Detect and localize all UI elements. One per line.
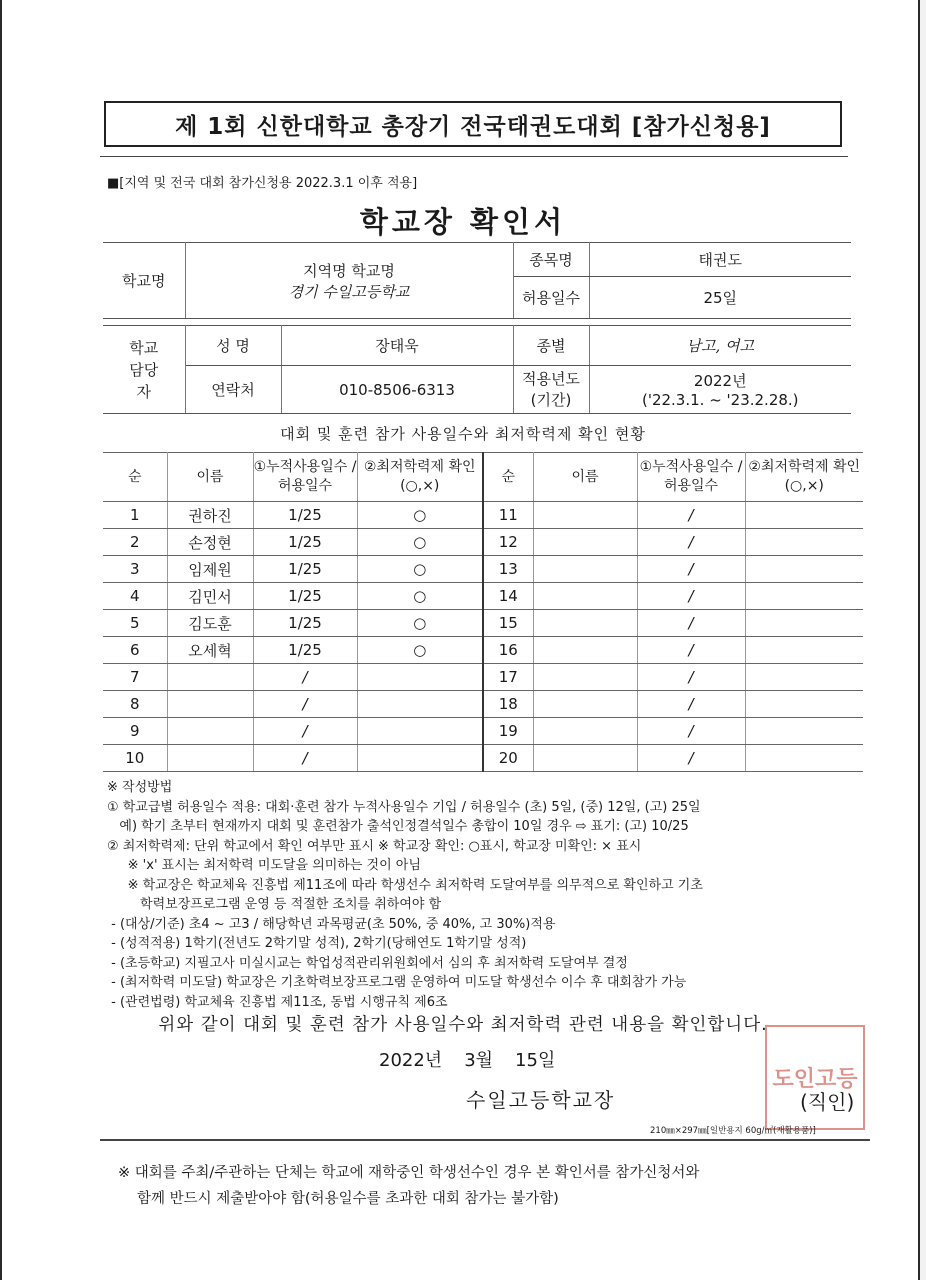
row-check-2 xyxy=(745,583,863,610)
instructions xyxy=(107,778,867,1012)
row-check-2 xyxy=(745,691,863,718)
row-check xyxy=(357,691,483,718)
row-check-2 xyxy=(745,745,863,772)
row-no-2: 15 xyxy=(483,610,533,637)
footer-line: 함께 반드시 제출받아야 함(허용일수를 초과한 대회 참가는 불가함) xyxy=(137,1191,559,1207)
row-days-2: / xyxy=(637,745,745,772)
instruction-line: ② 최저학력제: 단위 학교에서 확인 여부만 표시 ※ 학교장 확인: ○표시, 학교장 미확인: × 표시 xyxy=(107,838,642,854)
row-days: 1/25 xyxy=(253,502,357,529)
date-year: 2022년 xyxy=(379,1050,443,1071)
instruction-line: - (관련법령) 학교체육 진흥법 제11조, 동법 시행규칙 제6조 xyxy=(107,994,448,1010)
row-days: 1/25 xyxy=(253,556,357,583)
row-check-2 xyxy=(745,610,863,637)
header-check: ②최저학력제 확인(○,×) xyxy=(357,453,483,502)
paper-spec: 210㎜×297㎜[일반용지 60g/㎡(재활용품)] xyxy=(650,1126,816,1136)
table-row xyxy=(103,556,863,583)
row-name-2 xyxy=(533,583,637,610)
footer-line: ※ 대회를 주최/주관하는 단체는 학교에 재학중인 학생선수인 경우 본 확인서를 참가신청서와 xyxy=(118,1165,700,1181)
page-edge xyxy=(920,0,926,1280)
name-label: 성 명 xyxy=(185,326,281,366)
row-days: / xyxy=(253,718,357,745)
row-check: ○ xyxy=(357,529,483,556)
row-name-2 xyxy=(533,745,637,772)
row-days: 1/25 xyxy=(253,637,357,664)
allowed-days-label: 허용일수 xyxy=(513,277,589,319)
row-no-2: 20 xyxy=(483,745,533,772)
row-no: 9 xyxy=(103,718,167,745)
row-no-2: 18 xyxy=(483,691,533,718)
header-name-2: 이름 xyxy=(533,453,637,502)
row-no: 8 xyxy=(103,691,167,718)
table-row xyxy=(103,583,863,610)
row-no: 1 xyxy=(103,502,167,529)
row-name xyxy=(167,691,253,718)
row-no: 4 xyxy=(103,583,167,610)
row-check-2 xyxy=(745,718,863,745)
row-check xyxy=(357,745,483,772)
school-sub-label: 지역명 학교명 xyxy=(303,261,395,280)
row-name-2 xyxy=(533,664,637,691)
allowed-days-value: 25일 xyxy=(589,277,851,319)
page-title: 제 1회 신한대학교 총장기 전국태권도대회 [참가신청용] xyxy=(104,101,842,147)
instruction-line: - (최저학력 미도달) 학교장은 기초학력보장프로그램 운영하여 미도달 학생선수 이수 후 대회참가 가능 xyxy=(107,975,687,990)
applicability-note: ■[지역 및 전국 대회 참가신청용 2022.3.1 이후 적용] xyxy=(107,176,418,191)
name-value: 장태욱 xyxy=(281,326,513,366)
row-name xyxy=(167,718,253,745)
row-name-2 xyxy=(533,502,637,529)
instruction-line: 예) 학기 초부터 현재까지 대회 및 훈련참가 출석인정결석일수 총합이 10일 경우 ⇨ 표기: (고) 10/25 xyxy=(107,819,689,834)
header-days: ①누적사용일수 /허용일수 xyxy=(253,453,357,502)
row-days-2: / xyxy=(637,529,745,556)
row-name: 권하진 xyxy=(167,502,253,529)
type-value: 남고, 여고 xyxy=(589,326,851,366)
instruction-line: ※ 학교장은 학교체육 진흥법 제11조에 따라 학생선수 최저학력 도달여부를 의무적으로 확인하고 기초 xyxy=(107,877,703,893)
row-days-2: / xyxy=(637,583,745,610)
row-name-2 xyxy=(533,529,637,556)
row-name: 임제원 xyxy=(167,556,253,583)
row-no: 5 xyxy=(103,610,167,637)
row-days-2: / xyxy=(637,556,745,583)
row-no: 7 xyxy=(103,664,167,691)
table-row xyxy=(103,664,863,691)
confirm-statement: 위와 같이 대회 및 훈련 참가 사용일수와 최저학력 관련 내용을 확인합니다. xyxy=(158,1015,768,1035)
year-label: 적용년도 (기간) xyxy=(513,366,589,414)
contact-label: 연락처 xyxy=(185,366,281,414)
table-row xyxy=(103,718,863,745)
header-no-2: 순 xyxy=(483,453,533,502)
row-days-2: / xyxy=(637,637,745,664)
row-days: / xyxy=(253,745,357,772)
row-days: 1/25 xyxy=(253,529,357,556)
period-value: ('22.3.1. ~ '23.2.28.) xyxy=(641,391,799,409)
row-days-2: / xyxy=(637,718,745,745)
school-name-cell xyxy=(185,243,513,319)
row-check xyxy=(357,718,483,745)
row-name-2 xyxy=(533,556,637,583)
document-title: 학교장 확인서 xyxy=(359,205,567,239)
row-days-2: / xyxy=(637,502,745,529)
date-month: 3월 xyxy=(464,1050,494,1071)
row-no: 6 xyxy=(103,637,167,664)
table-header-row xyxy=(103,453,863,502)
row-no-2: 19 xyxy=(483,718,533,745)
official-seal: 도인고등 xyxy=(765,1025,865,1130)
instruction-line: - (대상/기준) 초4 ~ 고3 / 해당학년 과목평균(초 50%, 중 40%, 고 30%)적용 xyxy=(107,916,556,932)
row-name: 손정현 xyxy=(167,529,253,556)
instruction-line: ※ 'x' 표시는 최저학력 미도달을 의미하는 것이 아님 xyxy=(107,858,421,873)
row-check: ○ xyxy=(357,583,483,610)
manager-label: 학교 담당자 xyxy=(103,326,185,414)
row-no-2: 16 xyxy=(483,637,533,664)
table-row xyxy=(103,502,863,529)
row-no-2: 11 xyxy=(483,502,533,529)
contact-value: 010-8506-6313 xyxy=(281,366,513,414)
row-check-2 xyxy=(745,502,863,529)
row-no: 10 xyxy=(103,745,167,772)
page-border-left xyxy=(0,0,2,1280)
table-row xyxy=(103,691,863,718)
instruction-line: 학력보장프로그램 운영 등 적절한 조치를 취하여야 함 xyxy=(107,897,442,912)
row-name: 김민서 xyxy=(167,583,253,610)
row-check-2 xyxy=(745,556,863,583)
table-row xyxy=(103,637,863,664)
header-check-2: ②최저학력제 확인(○,×) xyxy=(745,453,863,502)
issue-date xyxy=(379,1046,577,1072)
row-check: ○ xyxy=(357,502,483,529)
row-name-2 xyxy=(533,718,637,745)
row-name: 오세혁 xyxy=(167,637,253,664)
header-no: 순 xyxy=(103,453,167,502)
status-table xyxy=(103,452,863,772)
sport-value: 태권도 xyxy=(589,243,851,277)
footer-note xyxy=(118,1160,699,1212)
date-day: 15일 xyxy=(515,1050,556,1071)
row-name xyxy=(167,745,253,772)
row-days: 1/25 xyxy=(253,610,357,637)
school-info-table xyxy=(103,242,851,414)
row-no-2: 13 xyxy=(483,556,533,583)
row-no: 2 xyxy=(103,529,167,556)
row-check-2 xyxy=(745,637,863,664)
row-name-2 xyxy=(533,610,637,637)
row-check: ○ xyxy=(357,637,483,664)
row-check-2 xyxy=(745,529,863,556)
instruction-line: - (초등학교) 지필고사 미실시교는 학업성적관리위원회에서 심의 후 최저학력 도달여부 결정 xyxy=(107,955,628,971)
table-row xyxy=(103,745,863,772)
row-days: / xyxy=(253,691,357,718)
principal-title: 수일고등학교장 xyxy=(466,1088,616,1112)
row-name: 김도훈 xyxy=(167,610,253,637)
header-name: 이름 xyxy=(167,453,253,502)
instruction-line: ① 학교급별 허용일수 적용: 대회·훈련 참가 누적사용일수 기입 / 허용일수 (초) 5일, (중) 12일, (고) 25일 xyxy=(107,799,701,815)
school-label: 학교명 xyxy=(103,243,185,319)
status-title: 대회 및 훈련 참가 사용일수와 최저학력제 확인 현황 xyxy=(280,425,646,443)
row-no-2: 12 xyxy=(483,529,533,556)
row-check: ○ xyxy=(357,556,483,583)
type-label: 종별 xyxy=(513,326,589,366)
divider xyxy=(100,156,848,157)
year-value: 2022년 xyxy=(693,372,747,390)
row-check: ○ xyxy=(357,610,483,637)
row-check-2 xyxy=(745,664,863,691)
year-cell xyxy=(589,366,851,414)
row-name-2 xyxy=(533,691,637,718)
divider xyxy=(100,1139,870,1141)
row-days-2: / xyxy=(637,664,745,691)
row-no-2: 14 xyxy=(483,583,533,610)
row-days: / xyxy=(253,664,357,691)
instruction-line: ※ 작성방법 xyxy=(107,780,173,795)
header-days-2: ①누적사용일수 /허용일수 xyxy=(637,453,745,502)
sport-label: 종목명 xyxy=(513,243,589,277)
table-row xyxy=(103,529,863,556)
row-days-2: / xyxy=(637,610,745,637)
table-row xyxy=(103,610,863,637)
row-days-2: / xyxy=(637,691,745,718)
school-value: 경기 수일고등학교 xyxy=(288,282,410,301)
row-name-2 xyxy=(533,637,637,664)
row-days: 1/25 xyxy=(253,583,357,610)
row-name xyxy=(167,664,253,691)
seal-label: (직인) xyxy=(800,1090,855,1114)
instruction-line: - (성적적용) 1학기(전년도 2학기말 성적), 2학기(당해연도 1학기말 성적) xyxy=(107,936,527,951)
row-no: 3 xyxy=(103,556,167,583)
row-check xyxy=(357,664,483,691)
row-no-2: 17 xyxy=(483,664,533,691)
